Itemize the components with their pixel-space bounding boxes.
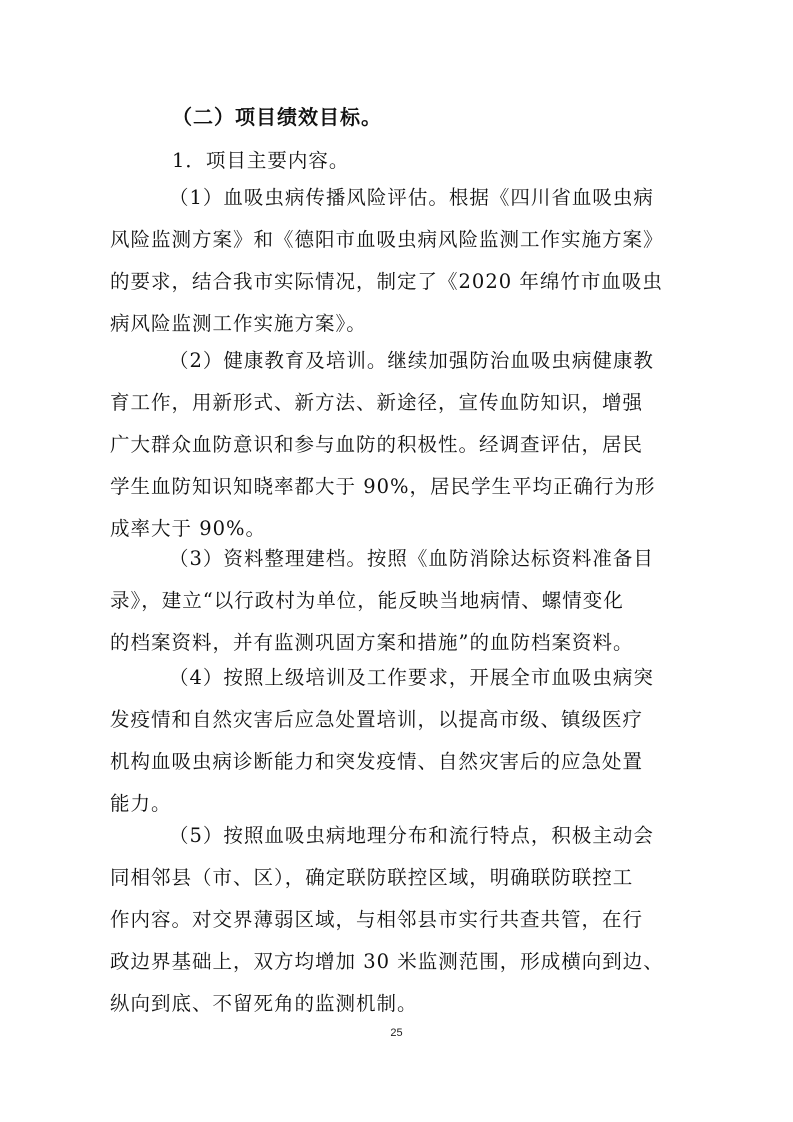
paragraph-line: 病风险监测工作实施方案》。 [110,312,367,335]
paragraph-line: 能力。 [110,792,172,815]
paragraph-line: 政边界基础上，双方均增加 30 米监测范围，形成横向到边、 [110,950,664,973]
paragraph-5 [110,815,694,1025]
section-heading: （二）项目绩效目标。 [172,105,382,129]
paragraph-line: 录》，建立“以行政村为单位，能反映当地病情、螺情变化 [110,589,624,612]
page-number: 25 [390,1027,403,1039]
paragraph-4 [110,657,694,825]
paragraph-3 [110,538,694,664]
paragraph-line: 成率大于 90%。 [110,517,267,540]
paragraph-line: 机构血吸虫病诊断能力和突发疫情、自然灾害后的应急处置 [110,750,644,773]
paragraph-line: （3）资料整理建档。按照《血防消除达标资料准备目 [169,547,654,570]
paragraph-1 [110,177,694,345]
paragraph-line: 的档案资料，并有监测巩固方案和措施”的血防档案资料。 [110,631,634,654]
paragraph-line: 的要求，结合我市实际情况，制定了《2020 年绵竹市血吸虫 [110,270,663,293]
paragraph-line: 纵向到底、不留死角的监测机制。 [110,992,418,1015]
paragraph-line: （2）健康教育及培训。继续加强防治血吸虫病健康教 [169,349,654,372]
paragraph-line: 学生血防知识知晓率都大于 90%，居民学生平均正确行为形 [110,475,656,498]
paragraph-line: （1）血吸虫病传播风险评估。根据《四川省血吸虫病 [169,186,654,209]
subsection-heading: 1．项目主要内容。 [172,149,350,172]
paragraph-line: （4）按照上级培训及工作要求，开展全市血吸虫病突 [169,666,654,689]
paragraph-line: 作内容。对交界薄弱区域，与相邻县市实行共查共管，在行 [110,908,644,931]
paragraph-line: 发疫情和自然灾害后应急处置培训，以提高市级、镇级医疗 [110,708,644,731]
paragraph-line: 同相邻县（市、区），确定联防联控区域，明确联防联控工 [110,866,634,889]
paragraph-line: （5）按照血吸虫病地理分布和流行特点，积极主动会 [169,824,654,847]
paragraph-line: 广大群众血防意识和参与血防的积极性。经调查评估，居民 [110,433,644,456]
paragraph-2 [110,340,694,550]
paragraph-line: 育工作，用新形式、新方法、新途径，宣传血防知识，增强 [110,391,644,414]
paragraph-line: 风险监测方案》和《德阳市血吸虫病风险监测工作实施方案》 [110,228,664,251]
